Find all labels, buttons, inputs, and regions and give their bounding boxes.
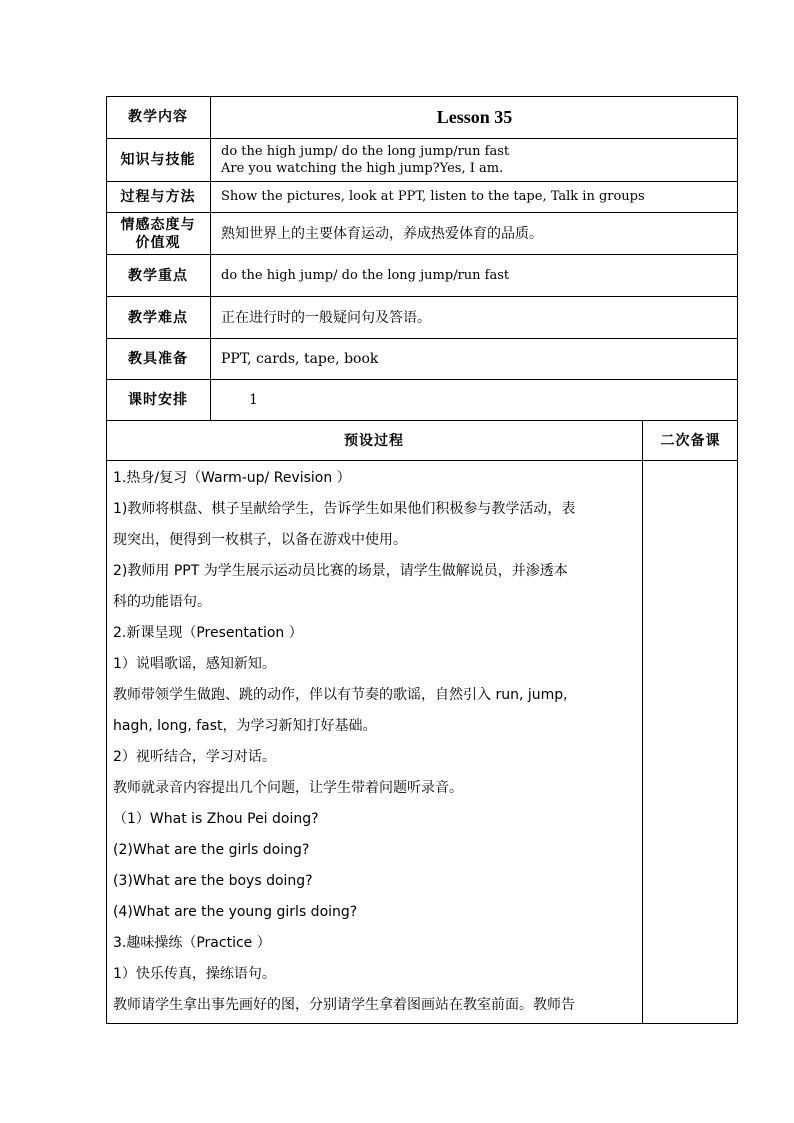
schedule-value: 1 xyxy=(249,392,258,408)
section-header-process: 预设过程 xyxy=(344,432,404,449)
body-line: 2）视听结合，学习对话。 xyxy=(113,749,276,765)
body-line: 1）快乐传真，操练语句。 xyxy=(113,966,276,982)
body-line: 1)教师将棋盘、棋子呈献给学生，告诉学生如果他们积极参与教学活动，表 xyxy=(113,501,576,517)
materials-value: PPT, cards, tape, book xyxy=(221,351,379,367)
label-emotion-line-1: 情感态度与 xyxy=(120,216,196,233)
body-line: 2)教师用 PPT 为学生展示运动员比赛的场景，请学生做解说员，并渗透本 xyxy=(113,563,568,579)
label-emotion xyxy=(106,213,210,254)
label-content: 教学内容 xyxy=(128,109,188,125)
body-line: hagh, long, fast，为学习新知打好基础。 xyxy=(113,718,377,734)
body-line: 教师就录音内容提出几个问题，让学生带着问题听录音。 xyxy=(113,780,463,796)
body-line: 现突出，便得到一枚棋子，以备在游戏中使用。 xyxy=(113,532,407,548)
body-line: 2.新课呈现（Presentation ） xyxy=(113,625,303,641)
body-line: (3)What are the boys doing? xyxy=(113,873,313,889)
body-line: 教师请学生拿出事先画好的图，分别请学生拿着图画站在教室前面。教师告 xyxy=(113,997,575,1013)
section-header-notes: 二次备课 xyxy=(660,432,721,449)
key-point-value: do the high jump/ do the long jump/run fast xyxy=(221,267,510,283)
row-divider xyxy=(106,460,738,461)
label-materials: 教具准备 xyxy=(128,351,188,367)
knowledge-value xyxy=(211,139,738,181)
knowledge-line-2: Are you watching the high jump?Yes, I am. xyxy=(221,161,504,176)
label-schedule: 课时安排 xyxy=(128,392,188,408)
label-process: 过程与方法 xyxy=(120,189,196,205)
knowledge-line-1: do the high jump/ do the long jump/run fast xyxy=(221,144,510,159)
label-key-point: 教学重点 xyxy=(128,267,188,284)
process-value: Show the pictures, look at PPT, listen to the tape, Talk in groups xyxy=(221,189,645,204)
body-line: (4)What are the young girls doing? xyxy=(113,904,358,920)
lesson-title: Lesson 35 xyxy=(436,106,513,127)
emotion-value: 熟知世界上的主要体育运动，养成热爱体育的品质。 xyxy=(221,225,543,242)
body-line: 1.热身/复习（Warm-up/ Revision ） xyxy=(113,470,351,486)
process-body xyxy=(113,463,635,1021)
body-line: （1）What is Zhou Pei doing? xyxy=(113,811,319,827)
difficulty-value: 正在进行时的一般疑问句及答语。 xyxy=(221,309,431,326)
body-line: 教师带领学生做跑、跳的动作，伴以有节奏的歌谣，自然引入 run, jump, xyxy=(113,687,568,703)
body-line: (2)What are the girls doing? xyxy=(113,842,310,858)
column-divider xyxy=(642,420,643,1024)
body-line: 科的功能语句。 xyxy=(113,594,211,610)
label-knowledge: 知识与技能 xyxy=(120,152,196,168)
body-line: 3.趣味操练（Practice ） xyxy=(113,935,271,951)
label-emotion-line-2: 价值观 xyxy=(135,234,181,251)
body-line: 1）说唱歌谣，感知新知。 xyxy=(113,656,276,672)
label-difficulty: 教学难点 xyxy=(128,309,188,326)
